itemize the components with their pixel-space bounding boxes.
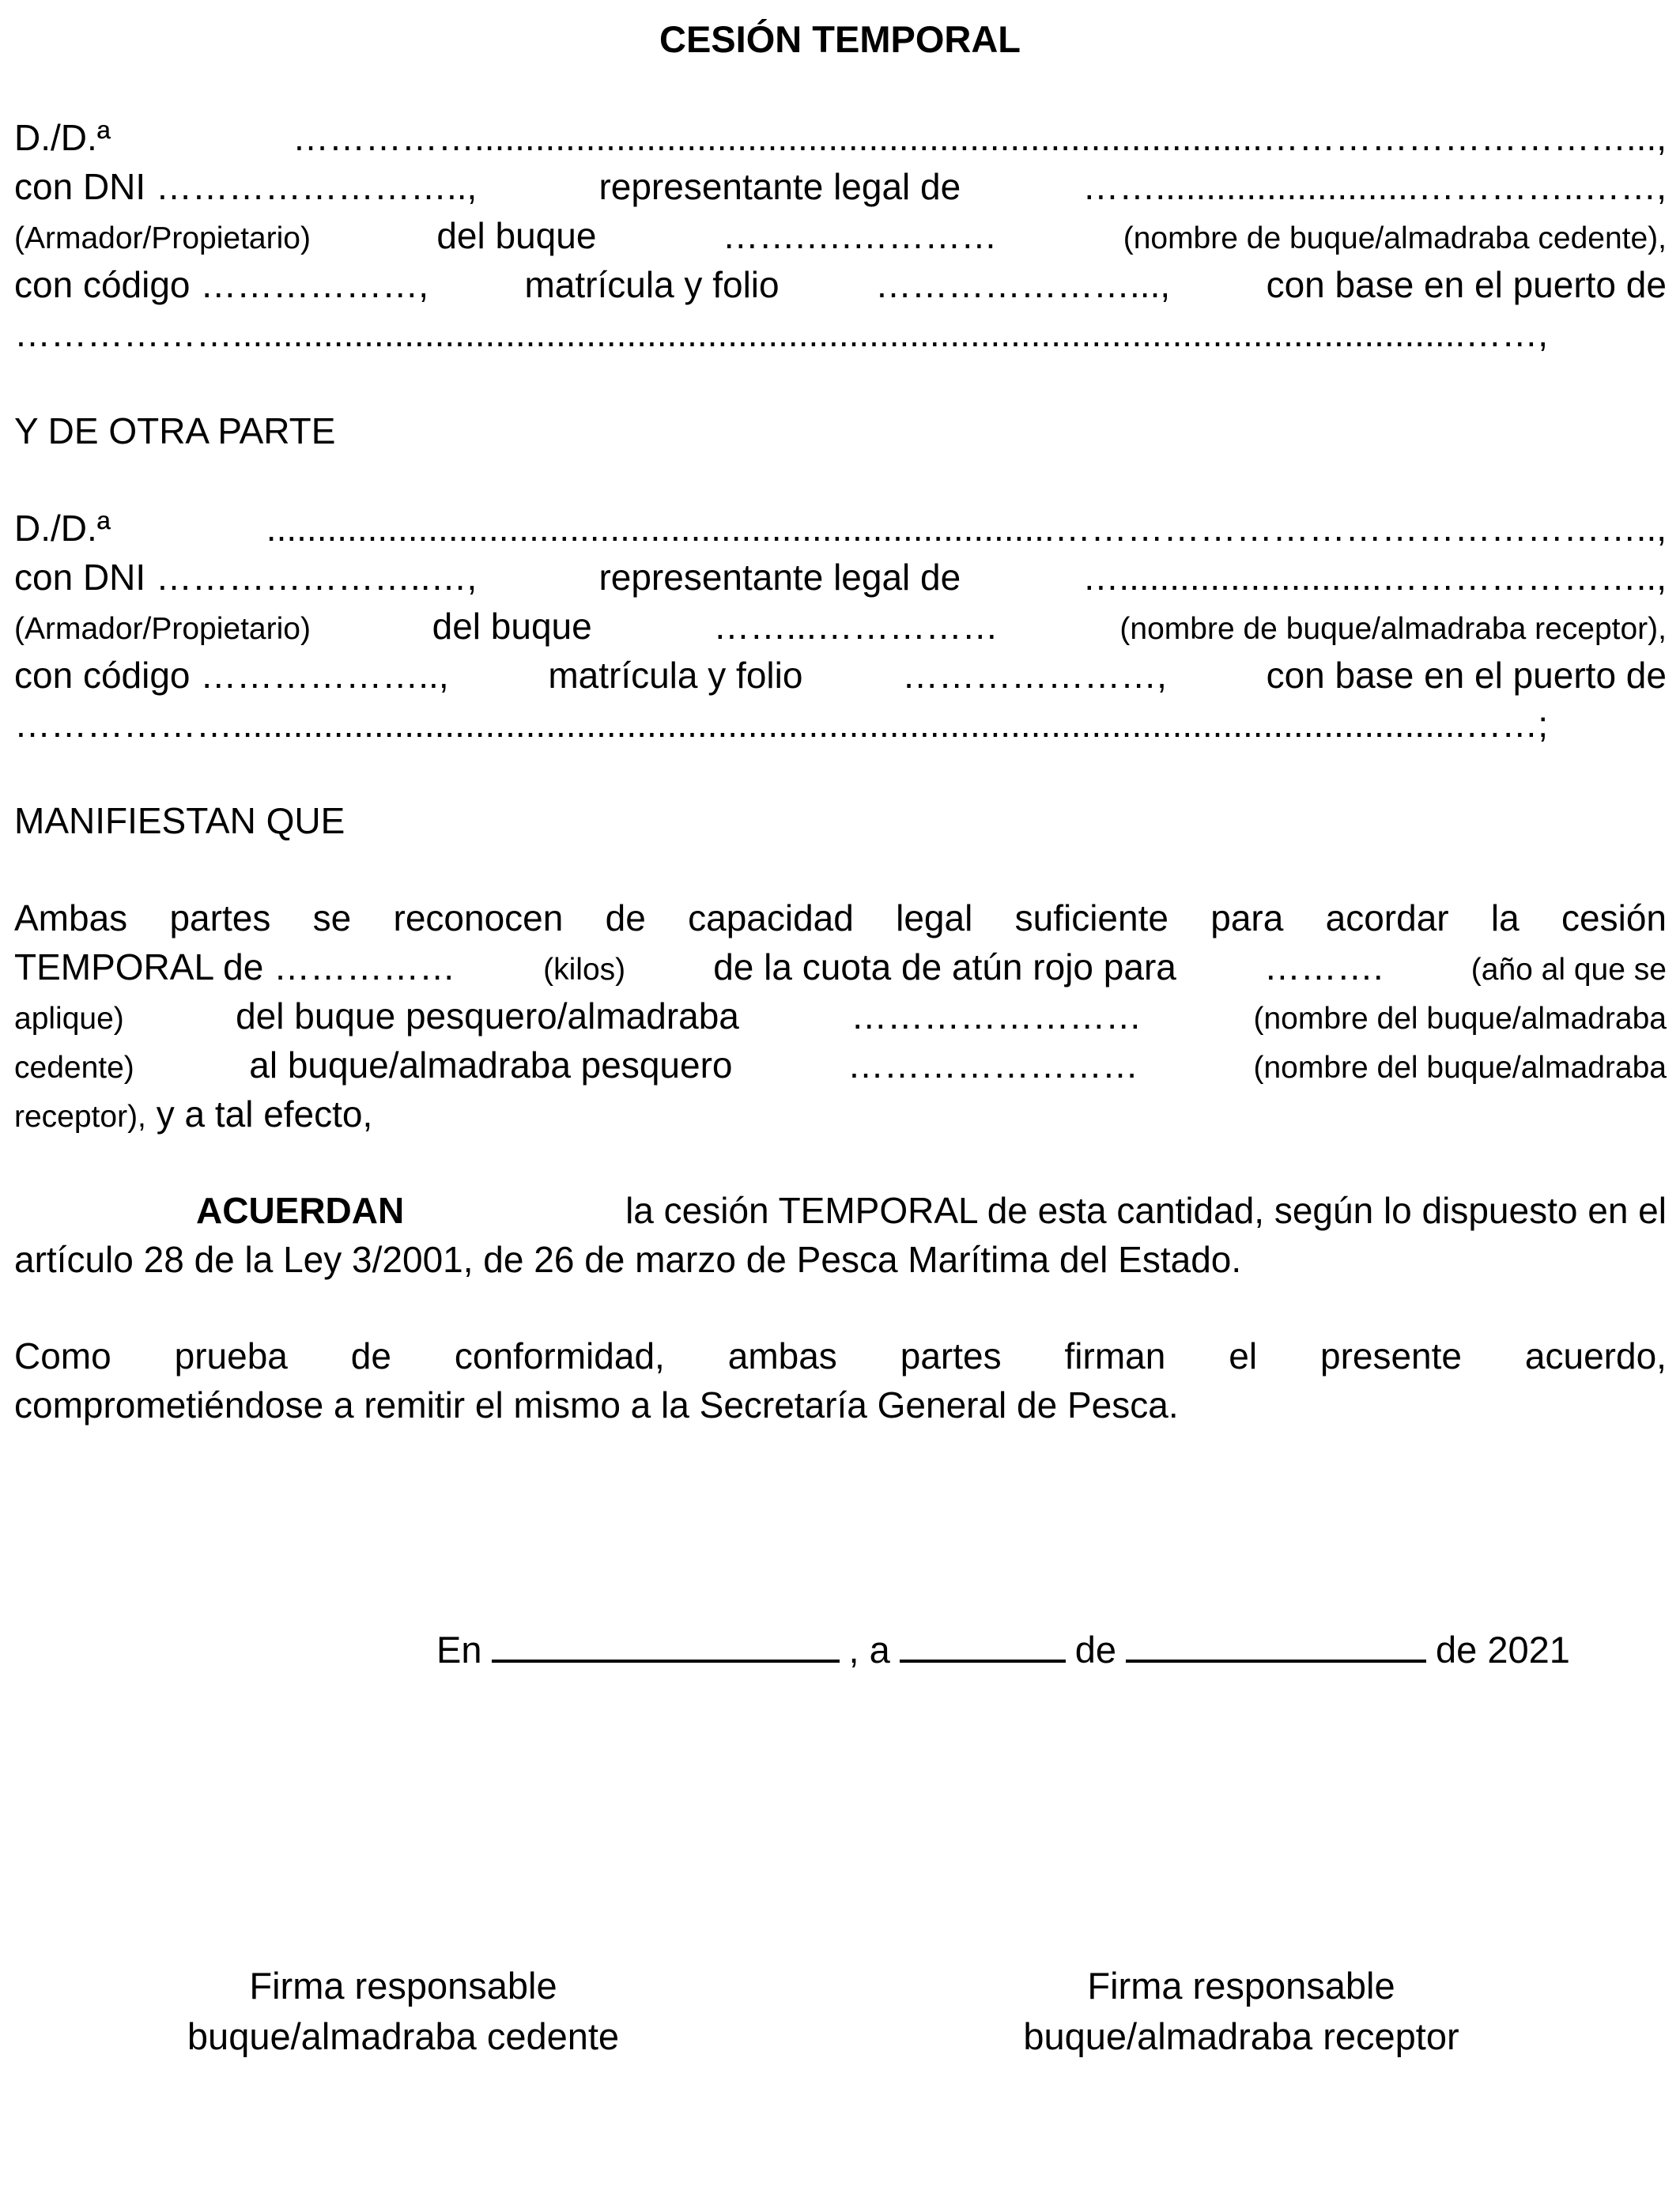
party2-line2: con DNI …………………..…, representante legal de …..........................………………….., — [14, 557, 1667, 598]
manifest-heading: MANIFIESTAN QUE — [14, 800, 345, 841]
party2-line5: ………………..........................................................................................................................……; — [14, 704, 1548, 745]
manifest-line2: TEMPORAL de …………… (kilos) de la cuota de atún rojo para ………. (año al que se — [14, 946, 1667, 987]
party1-line5: ………………..........................................................................................................................……, — [14, 313, 1548, 354]
party1-line1: D./D.ª ……………..............................................................................…………………………..., — [14, 117, 1667, 158]
party1-line2: con DNI …………………….., representante legal de ……..........................…………..……, — [14, 166, 1667, 207]
party2-line3: (Armador/Propietario) del buque ……...…………… (nombre de buque/almadraba receptor), — [14, 606, 1667, 647]
manifest-line5: receptor), y a tal efecto, — [14, 1093, 373, 1135]
signature-cedente: Firma responsable buque/almadraba cedente — [187, 1965, 620, 2057]
conformity-line1: Como prueba de conformidad, ambas partes firman el presente acuerdo, — [14, 1335, 1667, 1376]
agree-line1: ACUERDAN la cesión TEMPORAL de esta cantidad, según lo dispuesto en el — [196, 1190, 1667, 1231]
manifest-line4: cedente) al buque/almadraba pesquero …………………… (nombre del buque/almadraba — [14, 1044, 1667, 1086]
document-title: CESIÓN TEMPORAL — [659, 18, 1021, 60]
date-line: En , a de de 2021 — [436, 1625, 1622, 1675]
manifest-line3: aplique) del buque pesquero/almadraba …………………… (nombre del buque/almadraba — [14, 995, 1667, 1037]
conformity-line2: comprometiéndose a remitir el mismo a la Secretaría General de Pesca. — [14, 1384, 1179, 1426]
party2-line1: D./D.ª ..............................................................................………………………………………….., — [14, 508, 1667, 549]
signature-receptor: Firma responsable buque/almadraba receptor — [1023, 1965, 1459, 2057]
party1-line3: (Armador/Propietario) del buque …….….………… (nombre de buque/almadraba cedente), — [14, 215, 1667, 256]
agree-line2: artículo 28 de la Ley 3/2001, de 26 de marzo de Pesca Marítima del Estado. — [14, 1239, 1242, 1280]
manifest-line1: Ambas partes se reconocen de capacidad legal suficiente para acordar la cesión — [14, 897, 1667, 938]
party2-line4: con código ……………….., matrícula y folio …………………, con base en el puerto de — [14, 655, 1667, 696]
other-party-heading: Y DE OTRA PARTE — [14, 410, 336, 451]
month-blank[interactable] — [1126, 1625, 1426, 1663]
party1-line4: con código ………………, matrícula y folio …………………..., con base en el puerto de — [14, 264, 1667, 305]
place-blank[interactable] — [492, 1625, 840, 1663]
day-blank[interactable] — [900, 1625, 1066, 1663]
